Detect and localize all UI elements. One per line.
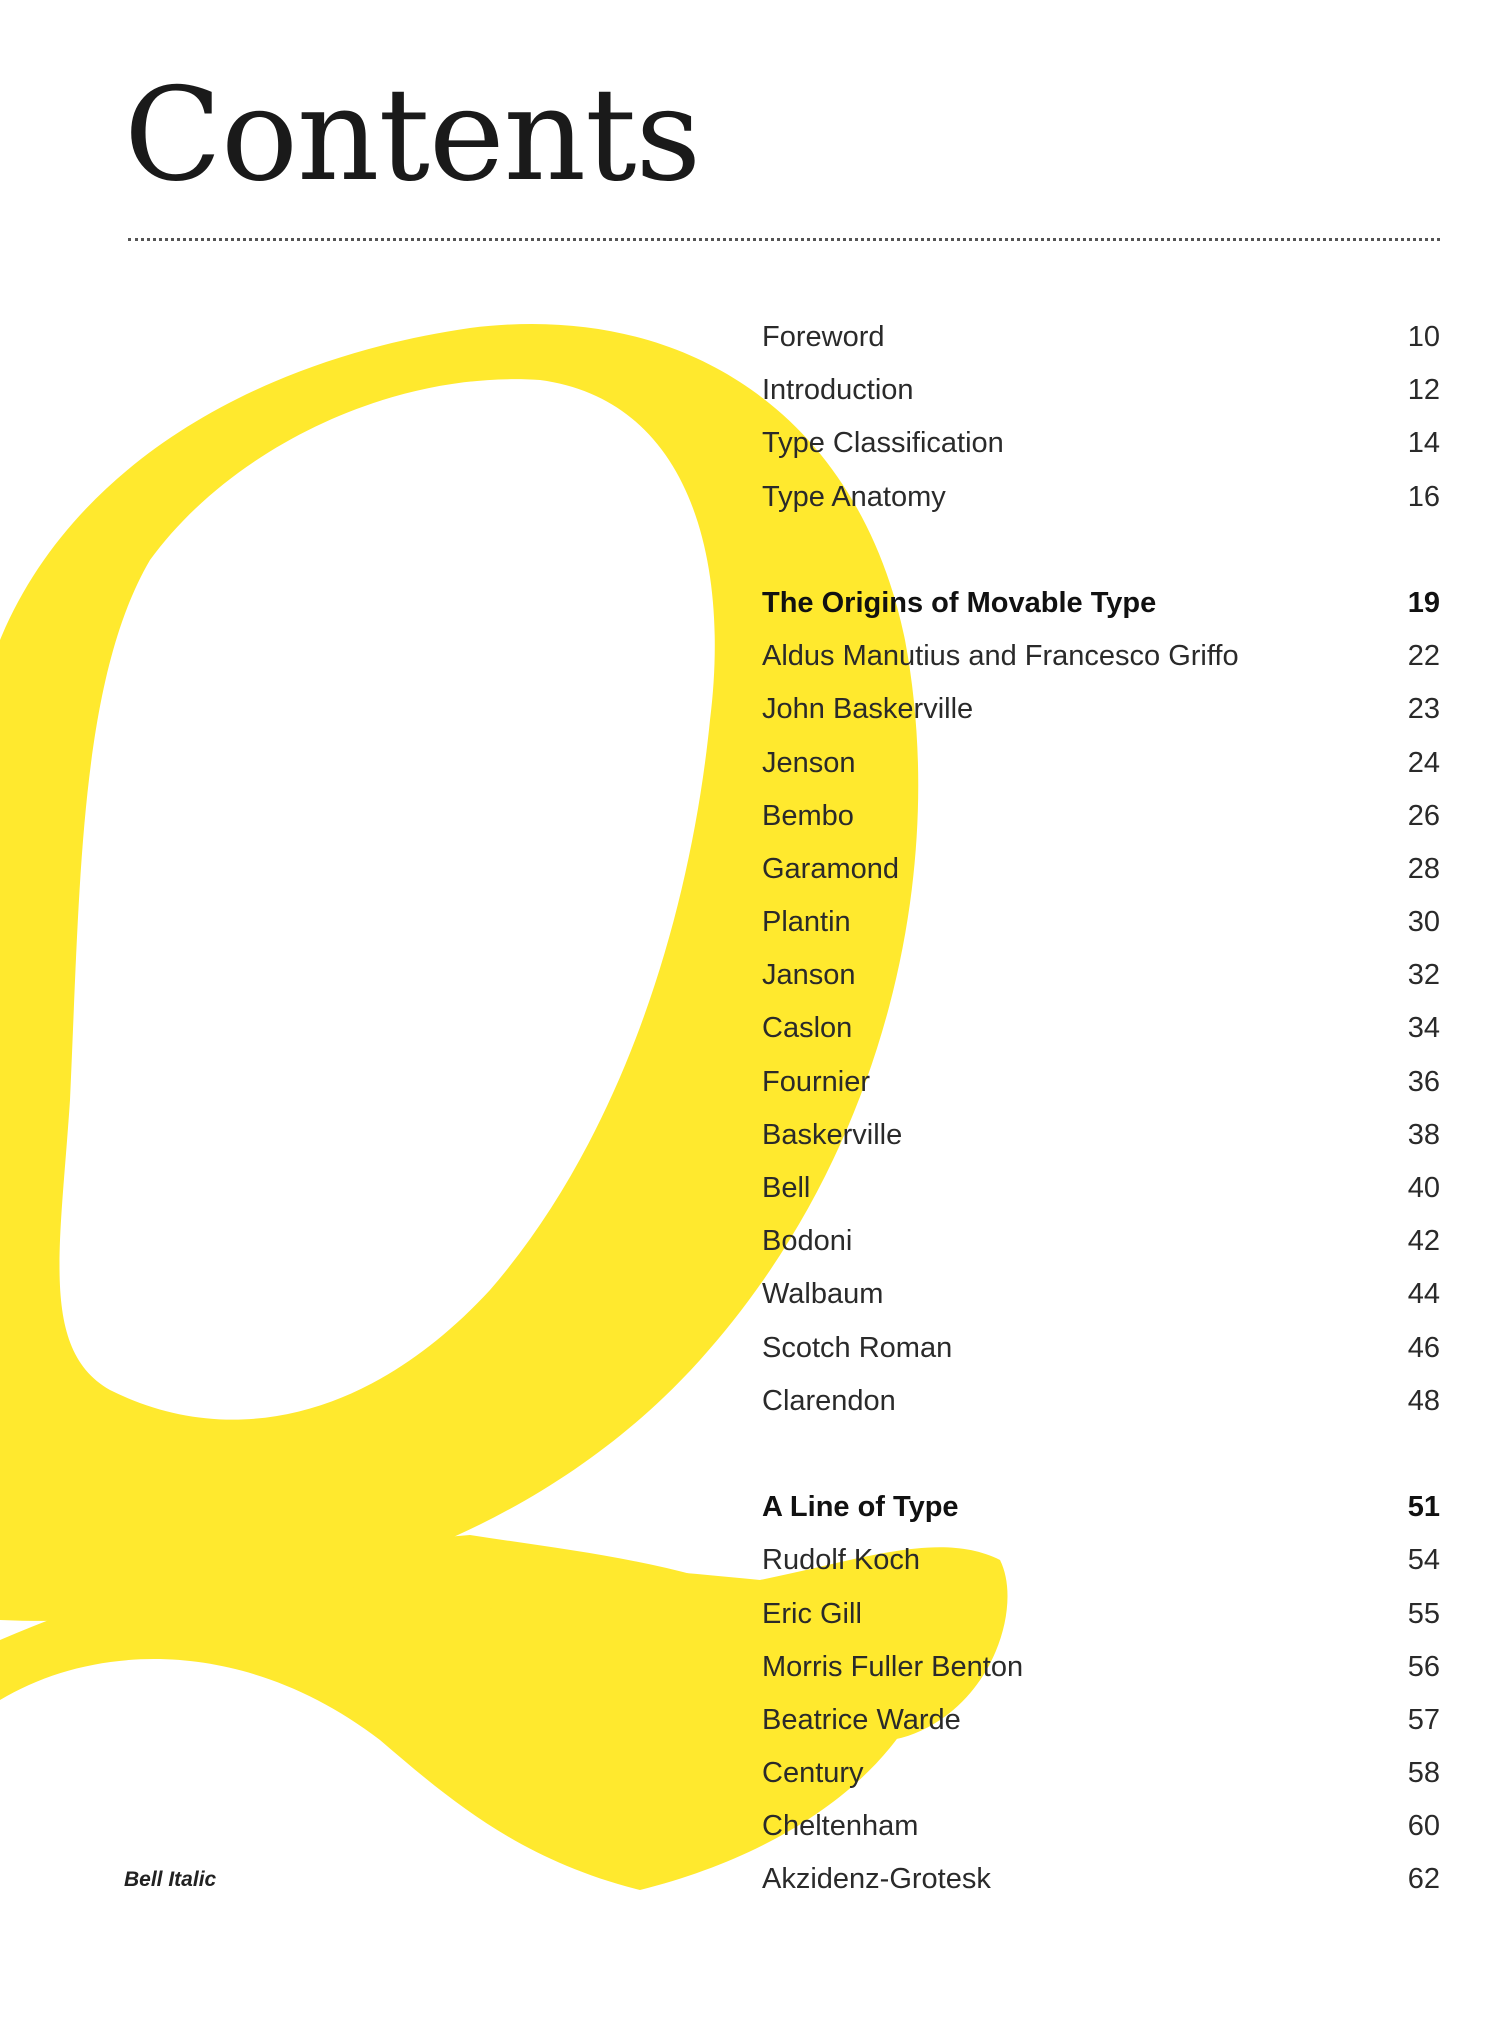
section-spacer (762, 1428, 1440, 1481)
toc-item[interactable] (762, 737, 1440, 790)
toc-item[interactable] (762, 1694, 1440, 1747)
toc-item-page: 28 (1407, 852, 1440, 885)
toc-item[interactable] (762, 896, 1440, 949)
toc-item-page: 24 (1407, 746, 1440, 779)
toc-item[interactable] (762, 1268, 1440, 1321)
toc-item-label: Century (762, 1757, 864, 1790)
toc-item[interactable] (762, 1056, 1440, 1109)
toc-item-label: Akzidenz-Grotesk (762, 1863, 991, 1896)
toc-item-page: 40 (1407, 1172, 1440, 1204)
toc-section-page: 51 (1407, 1491, 1440, 1524)
toc-item-page: 10 (1407, 321, 1440, 353)
toc-item-label: Rudolf Koch (762, 1544, 920, 1577)
toc-item-page: 42 (1407, 1225, 1440, 1258)
toc-item-label: Type Classification (762, 427, 1004, 460)
toc-item-page: 26 (1407, 799, 1440, 832)
toc-item-label: Bodoni (762, 1225, 853, 1258)
toc-item[interactable] (762, 364, 1440, 417)
toc-item[interactable] (762, 630, 1440, 683)
toc-item[interactable] (762, 1375, 1440, 1428)
toc-item-label: Clarendon (762, 1384, 896, 1417)
toc-item-page: 12 (1407, 374, 1440, 407)
toc-item-label: Scotch Roman (762, 1331, 953, 1364)
toc-item[interactable] (762, 790, 1440, 843)
toc-item-label: Jenson (762, 746, 856, 779)
toc-item[interactable] (762, 1747, 1440, 1800)
toc-item-page: 38 (1407, 1118, 1440, 1151)
toc-item[interactable] (762, 417, 1440, 470)
toc-item-label: Fournier (762, 1065, 870, 1098)
section-spacer (762, 524, 1440, 577)
toc-item[interactable] (762, 1215, 1440, 1268)
toc-item-page: 55 (1407, 1597, 1440, 1630)
toc-item[interactable] (762, 1002, 1440, 1055)
toc-item-page: 60 (1407, 1810, 1440, 1843)
toc-item-label: Type Anatomy (762, 480, 946, 513)
toc-section-heading[interactable] (762, 1481, 1440, 1534)
toc-item-page: 14 (1407, 427, 1440, 460)
toc-item-page: 57 (1407, 1703, 1440, 1736)
toc-section-heading[interactable] (762, 577, 1440, 630)
toc-item-page: 54 (1407, 1544, 1440, 1577)
toc-item-label: Beatrice Warde (762, 1703, 961, 1736)
toc-section-label: A Line of Type (762, 1491, 959, 1524)
toc-item-label: Caslon (762, 1012, 853, 1045)
toc-item-label: Bell (762, 1172, 811, 1204)
toc-item[interactable] (762, 1322, 1440, 1375)
table-of-contents (762, 311, 1440, 1907)
toc-item-page: 56 (1407, 1650, 1440, 1683)
toc-item-label: Walbaum (762, 1278, 884, 1311)
toc-item-page: 36 (1407, 1065, 1440, 1098)
toc-item-page: 16 (1407, 480, 1440, 513)
toc-item[interactable] (762, 949, 1440, 1002)
toc-item[interactable] (762, 471, 1440, 524)
toc-item[interactable] (762, 843, 1440, 896)
toc-item-label: Baskerville (762, 1118, 903, 1151)
toc-section-page: 19 (1407, 586, 1440, 619)
toc-item-page: 34 (1407, 1012, 1440, 1045)
toc-item-page: 30 (1407, 906, 1440, 939)
toc-item-label: Cheltenham (762, 1810, 919, 1843)
toc-section-label: The Origins of Movable Type (762, 586, 1157, 619)
toc-item-label: Janson (762, 959, 856, 992)
toc-item-page: 32 (1407, 959, 1440, 992)
toc-item-label: Plantin (762, 906, 851, 939)
dotted-rule (128, 238, 1440, 241)
toc-item-page: 44 (1407, 1278, 1440, 1311)
toc-item[interactable] (762, 1853, 1440, 1906)
toc-item-page: 46 (1407, 1331, 1440, 1364)
toc-item-label: Bembo (762, 799, 854, 832)
toc-item[interactable] (762, 1162, 1440, 1215)
toc-item-page: 58 (1407, 1757, 1440, 1790)
glyph-caption: Bell Italic (124, 1868, 217, 1891)
toc-item-page: 22 (1407, 640, 1440, 673)
page-title: Contents (124, 61, 701, 210)
toc-item-label: Morris Fuller Benton (762, 1650, 1024, 1683)
toc-item-label: John Baskerville (762, 693, 974, 726)
toc-item-page: 48 (1407, 1384, 1440, 1417)
toc-item-page: 23 (1407, 693, 1440, 726)
toc-item[interactable] (762, 1641, 1440, 1694)
toc-item-label: Foreword (762, 321, 885, 353)
toc-item-page: 62 (1407, 1863, 1440, 1896)
toc-item-label: Garamond (762, 852, 900, 885)
toc-item-label: Aldus Manutius and Francesco Griffo (762, 640, 1239, 673)
toc-item-label: Introduction (762, 374, 914, 407)
toc-item[interactable] (762, 1588, 1440, 1641)
toc-item[interactable] (762, 1109, 1440, 1162)
toc-item-label: Eric Gill (762, 1597, 862, 1630)
toc-item[interactable] (762, 1534, 1440, 1587)
toc-item[interactable] (762, 311, 1440, 364)
toc-item[interactable] (762, 1800, 1440, 1853)
toc-item[interactable] (762, 683, 1440, 736)
